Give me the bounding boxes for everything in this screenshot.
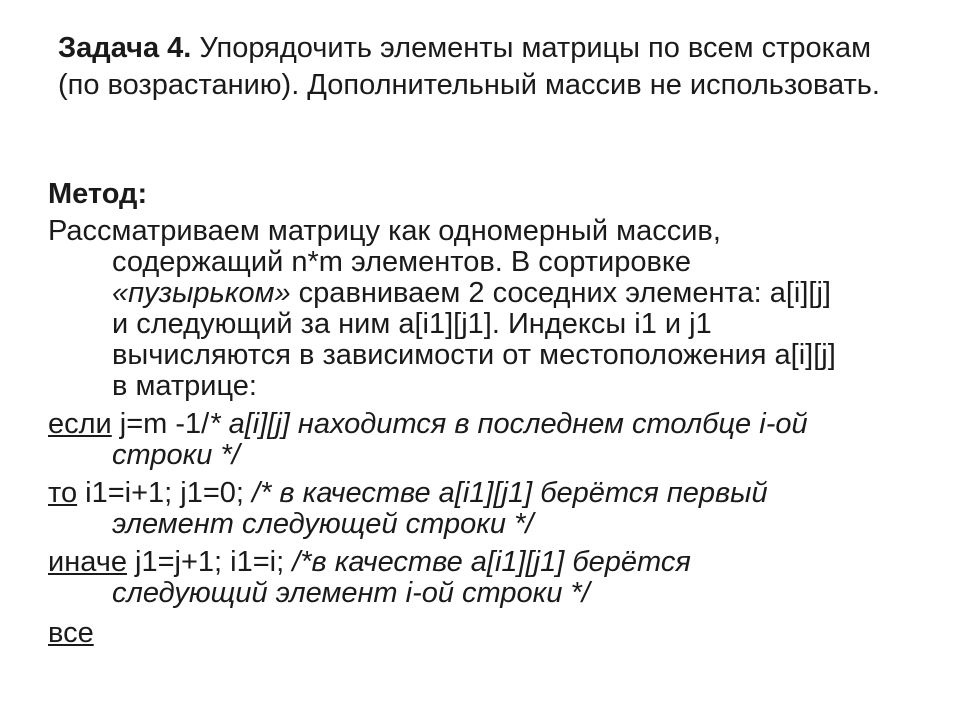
end-clause [48,618,928,649]
method-desc-line: в матрице: [112,370,257,402]
task-statement [58,30,918,104]
then-clause [48,478,928,540]
if-keyword: если [48,408,112,440]
task-label: Задача 4. [58,32,192,64]
else-line [48,547,928,578]
then-line [48,478,928,509]
bubble-sort-term: «пузырьком» [112,277,291,309]
then-comment-cont: элемент следующей строки */ [112,508,534,540]
method-desc-line: Рассматриваем матрицу как одномерный массив, [48,215,721,247]
method-desc-text: сравниваем 2 соседних элемента: a[i][j] [290,277,831,309]
method-desc-line [48,278,928,309]
then-keyword: то [48,477,78,509]
method-desc-line: вычисляются в зависимости от местоположения a[i][j] [112,339,836,371]
method-title: Метод: [48,178,148,210]
else-comment: /*в качестве a[i1][j1] берётся [292,546,691,578]
then-comment: /* в качестве a[i1][j1] берётся первый [252,477,768,509]
else-clause [48,547,928,609]
else-comment-cont: следующий элемент i-ой строки */ [112,577,590,609]
method-desc-line: и следующий за ним a[i1][j1]. Индексы i1 и j1 [112,308,712,340]
then-code: i1=i+1; j1=0; [77,477,253,509]
if-comment: * a[i][j] находится в последнем столбце i-ой [209,408,808,440]
else-keyword: иначе [48,546,127,578]
if-clause [48,409,928,471]
if-comment-cont: строки */ [112,439,240,471]
if-line [48,409,928,440]
end-keyword: все [48,617,94,649]
method-desc-line: содержащий n*m элементов. В сортировке [112,246,691,278]
else-code: j1=j+1; i1=i; [126,546,293,578]
method-description [48,216,928,402]
if-condition: j=m -1/ [111,408,210,440]
task-text: Упорядочить элементы матрицы по всем строкам (по возрастанию). Дополнительный массив не использовать. [58,32,880,101]
